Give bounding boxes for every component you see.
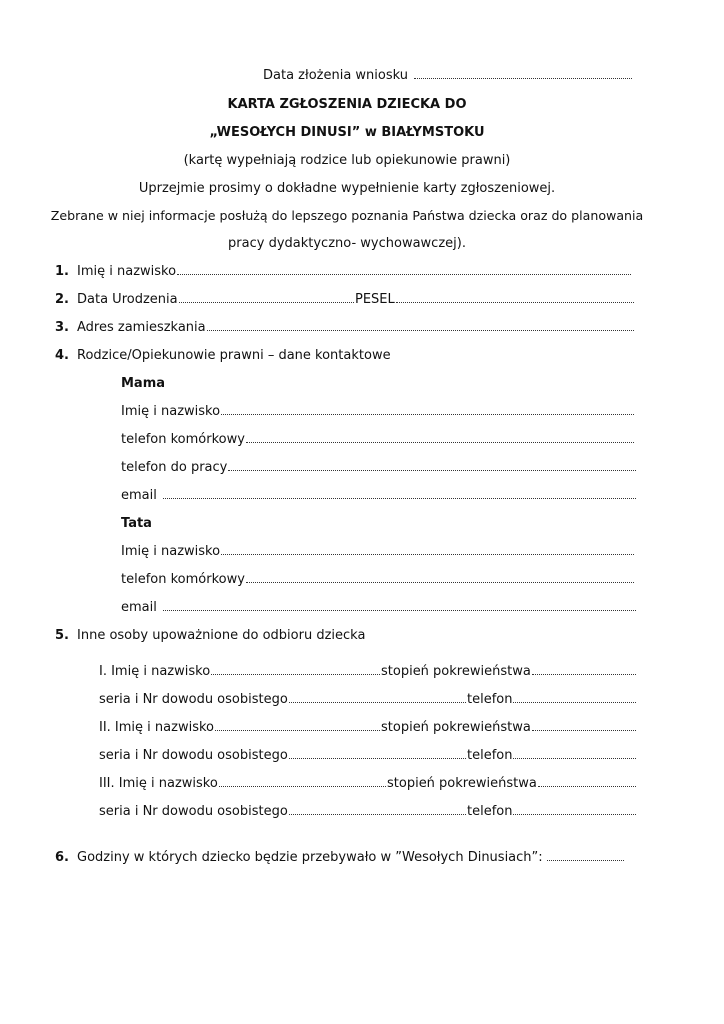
mama-mobile-field[interactable] [246, 432, 634, 443]
mama-name-label: Imię i nazwisko [121, 404, 221, 419]
mama-mobile-row [121, 432, 635, 447]
person2-id-label: seria i Nr dowodu osobistego [99, 748, 288, 763]
mama-work-field[interactable] [228, 460, 636, 471]
intro-line1: Uprzejmie prosimy o dokładne wypełnienie karty zgłoszeniowej. [138, 181, 556, 196]
hours-row [77, 850, 625, 865]
person2-relation-label: stopień pokrewieństwa [381, 720, 531, 735]
tata-mobile-row [121, 572, 635, 587]
mama-email-label: email [121, 488, 157, 503]
child-name-label: Imię i nazwisko [77, 264, 177, 279]
tata-email-label: email [121, 600, 157, 615]
item-number-1: 1. [55, 264, 69, 279]
tata-mobile-label: telefon komórkowy [121, 572, 245, 587]
person1-phone-field[interactable] [513, 692, 636, 703]
hours-field[interactable] [547, 850, 624, 861]
person3-name-label: III. Imię i nazwisko [99, 776, 218, 791]
item-number-3: 3. [55, 320, 69, 335]
person3-phone-row [467, 804, 637, 819]
parents-label: Rodzice/Opiekunowie prawni – dane kontaktowe [77, 348, 391, 363]
dob-field[interactable] [179, 292, 354, 303]
person1-relation-field[interactable] [532, 664, 636, 675]
person1-id-label: seria i Nr dowodu osobistego [99, 692, 288, 707]
person1-relation-row [381, 664, 637, 679]
hours-label: Godziny w których dziecko będzie przebywało w ”Wesołych Dinusiach”: [77, 850, 543, 865]
authorized-heading [77, 628, 365, 643]
form-title-line1: KARTA ZGŁOSZENIA DZIECKA DO [227, 97, 467, 112]
person2-name-label: II. Imię i nazwisko [99, 720, 214, 735]
person2-relation-field[interactable] [532, 720, 636, 731]
person2-phone-label: telefon [467, 748, 513, 763]
mama-email-row [121, 488, 637, 503]
person3-name-field[interactable] [219, 776, 386, 787]
submission-date-label: Data złożenia wniosku [263, 68, 408, 83]
person2-phone-field[interactable] [513, 748, 636, 759]
person1-name-row [99, 664, 381, 679]
person3-id-label: seria i Nr dowodu osobistego [99, 804, 288, 819]
person1-id-row [99, 692, 467, 707]
intro-line3: pracy dydaktyczno- wychowawczej). [228, 236, 466, 251]
person1-name-label: I. Imię i nazwisko [99, 664, 211, 679]
tata-heading: Tata [121, 516, 152, 531]
intro-line2: Zebrane w niej informacje posłużą do lepszego poznania Państwa dziecka oraz do planowania [50, 208, 644, 223]
tata-mobile-field[interactable] [246, 572, 634, 583]
item-number-5: 5. [55, 628, 69, 643]
dob-label: Data Urodzenia [77, 292, 178, 307]
dob-row [77, 292, 355, 307]
item-number-2: 2. [55, 292, 69, 307]
mama-name-field[interactable] [221, 404, 634, 415]
tata-name-field[interactable] [221, 544, 634, 555]
person3-id-field[interactable] [289, 804, 466, 815]
form-title-line2: „WESOŁYCH DINUSI” w BIAŁYMSTOKU [209, 125, 485, 140]
item-number-4: 4. [55, 348, 69, 363]
tata-email-row [121, 600, 637, 615]
address-row [77, 320, 635, 335]
tata-name-label: Imię i nazwisko [121, 544, 221, 559]
mama-work-row [121, 460, 637, 475]
tata-name-row [121, 544, 635, 559]
person2-phone-row [467, 748, 637, 763]
pesel-field[interactable] [396, 292, 634, 303]
person1-phone-row [467, 692, 637, 707]
form-note: (kartę wypełniają rodzice lub opiekunowie prawni) [183, 153, 511, 168]
person2-id-row [99, 748, 467, 763]
person3-phone-field[interactable] [513, 804, 636, 815]
child-name-row [77, 264, 632, 279]
mama-mobile-label: telefon komórkowy [121, 432, 245, 447]
person3-relation-field[interactable] [538, 776, 636, 787]
person2-id-field[interactable] [289, 748, 466, 759]
submission-date-field[interactable] [414, 68, 632, 79]
person3-relation-row [387, 776, 637, 791]
person3-name-row [99, 776, 387, 791]
person3-id-row [99, 804, 467, 819]
person3-relation-label: stopień pokrewieństwa [387, 776, 537, 791]
pesel-label: PESEL [355, 292, 395, 307]
address-label: Adres zamieszkania [77, 320, 206, 335]
person2-name-field[interactable] [215, 720, 380, 731]
mama-heading: Mama [121, 376, 166, 391]
child-name-field[interactable] [177, 264, 631, 275]
authorized-label: Inne osoby upoważnione do odbioru dziecka [77, 628, 366, 643]
pesel-row [355, 292, 635, 307]
person1-id-field[interactable] [289, 692, 466, 703]
person2-relation-row [381, 720, 637, 735]
person1-relation-label: stopień pokrewieństwa [381, 664, 531, 679]
mama-name-row [121, 404, 635, 419]
person1-phone-label: telefon [467, 692, 513, 707]
address-field[interactable] [207, 320, 634, 331]
person2-name-row [99, 720, 381, 735]
mama-email-field[interactable] [163, 488, 636, 499]
tata-email-field[interactable] [163, 600, 636, 611]
person1-name-field[interactable] [211, 664, 380, 675]
submission-date-row [263, 68, 633, 83]
person3-phone-label: telefon [467, 804, 513, 819]
item-number-6: 6. [55, 850, 69, 865]
mama-work-label: telefon do pracy [121, 460, 228, 475]
parents-heading [77, 348, 391, 363]
